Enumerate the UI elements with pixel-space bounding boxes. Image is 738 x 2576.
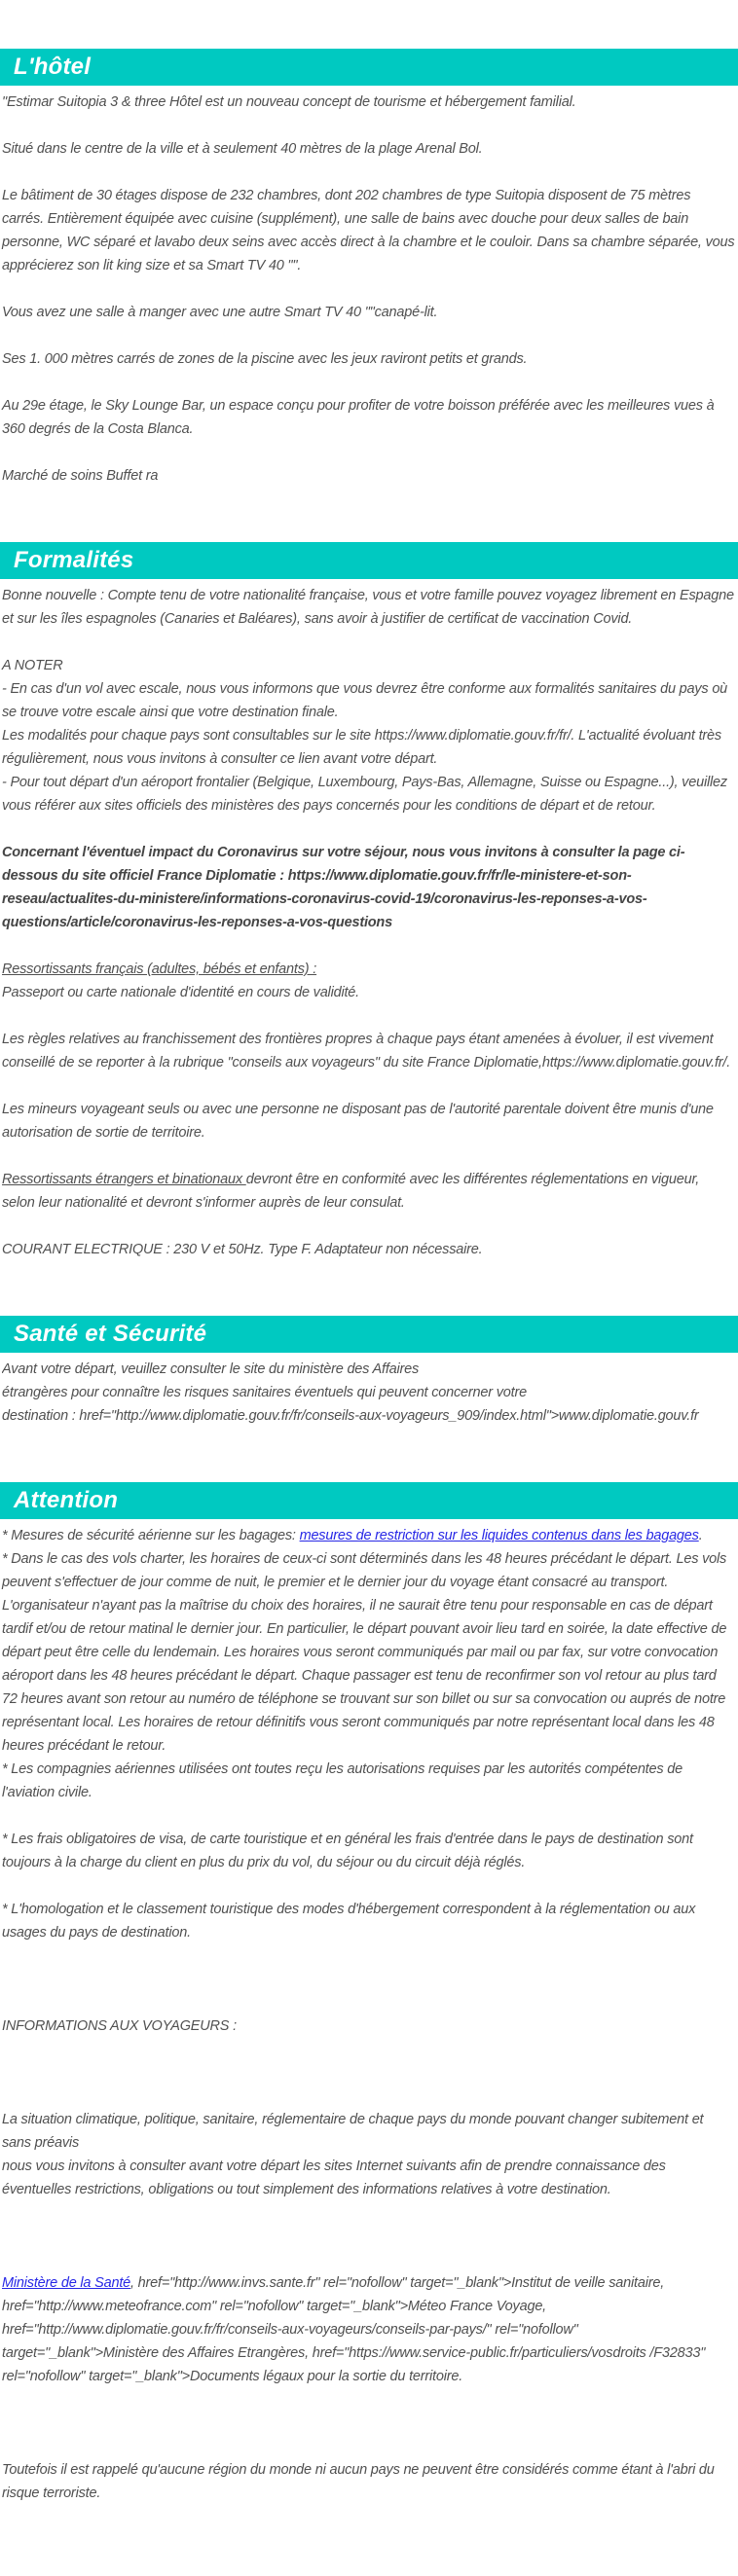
paragraph (2, 394, 735, 441)
section-title: Santé et Sécurité (14, 1321, 207, 1347)
section-header-hotel (0, 49, 738, 86)
text-run: destination : href="http://www.diplomatie.gouv.fr/fr/conseils-aux-voyageurs_909/index.html">www.diplomatie.gouv.fr (2, 1408, 699, 1424)
text-run: Ressortissants français (adultes, bébés et enfants) : (2, 961, 317, 977)
section-hotel (0, 49, 738, 488)
paragraph (2, 1898, 735, 1944)
text-run: Concernant l'éventuel impact du Coronavirus sur votre séjour, nous vous invitons à consulter la page ci-dessous du site officiel France Diplomatie : https://www.diplomatie.gouv.fr/fr/le-ministere-et-son-reseau/actualites-du-ministere/informations-coronavirus-covid-19/coronavirus-les-reponses-a-vos-questions/article/coronavirus-les-reponses-a-vos-questions (2, 845, 685, 930)
text-run: nous vous invitons à consulter avant votre départ les sites Internet suivants afin de prendre connaissance des éventuelles restrictions, obligations ou tout simplement des informations relatives à votre destination. (2, 2159, 666, 2197)
paragraph (2, 841, 735, 934)
section-header-attention (0, 1482, 738, 1519)
paragraph (2, 1238, 735, 1261)
section-header-formalites (0, 542, 738, 579)
paragraph (2, 1168, 735, 1215)
paragraph (2, 2271, 735, 2388)
text-run: , href="http://www.invs.sante.fr" rel="nofollow" target="_blank">Institut de veille sanitaire, href="http://www.meteofrance.com" rel="nofollow" target="_blank">Méteo France Voyage, href="http://www.diplomatie.gouv.fr/fr/conseils-aux-voyageurs/conseils-par-pays/" rel="nofollow" target="_blank">Ministère des Affaires Etrangères, href="https://www.service-public.fr/particuliers/vosdroits /F32833" rel="nofollow" target="_blank">Documents légaux pour la sortie du territoire. (2, 2275, 706, 2384)
text-run: - En cas d'un vol avec escale, nous vous informons que vous devrez être conforme aux formalités sanitaires du pays où se trouve votre escale ainsi que votre destination finale. (2, 681, 728, 720)
text-run: Bonne nouvelle : Compte tenu de votre nationalité française, vous et votre famille pouvez voyagez librement en Espagne et sur les îles espagnoles (Canaries et Baléares), sans avoir à justifier de certificat de vaccination Covid. (2, 588, 734, 627)
section-formalites (0, 542, 738, 1261)
section-content (0, 579, 738, 1261)
text-link[interactable]: Ministère de la Santé (2, 2275, 131, 2291)
text-run: Situé dans le centre de la ville et à seulement 40 mètres de la plage Arenal Bol. (2, 141, 483, 157)
text-run: - Pour tout départ d'un aéroport frontalier (Belgique, Luxembourg, Pays-Bas, Allemagne, Suisse ou Espagne...), veuillez vous référer aux sites officiels des ministères des pays concernés pour les conditions de départ et de retour. (2, 775, 727, 814)
paragraph (2, 654, 735, 817)
text-run: A NOTER (2, 658, 63, 673)
paragraph (2, 2014, 735, 2038)
text-run: . (698, 1528, 703, 1543)
text-run: Ses 1. 000 mètres carrés de zones de la piscine avec les jeux raviront petits et grands. (2, 351, 528, 367)
section-content (0, 1519, 738, 2505)
paragraph (2, 137, 735, 161)
paragraph (2, 1524, 735, 1804)
paragraph (2, 1098, 735, 1144)
paragraph (2, 1028, 735, 1074)
paragraph (2, 584, 735, 631)
text-run: * Dans le cas des vols charter, les horaires de ceux-ci sont déterminés dans les 48 heures précédant le départ. Les vols peuvent s'effectuer de jour comme de nuit, le premier et le dernier jour du voyage étant consacré au transport. L'organisateur n'ayant pas la maîtrise du choix des horaires, il ne saurait être tenu pour responsable en cas de départ tardif et/ou de retour matinal le dernier jour. En particulier, le départ pouvant avoir lieu tard en soirée, la date effective de départ peut être celle du lendemain. Les horaires vous seront communiqués par mail ou par fax, sur votre convocation aéroport dans les 48 heures précédant le départ. Chaque passager est tenu de reconfirmer son vol retour au plus tard 72 heures avant son retour au numéro de téléphone se trouvant sur son billet ou sur sa convocation ou auprés de notre représentant local. Les horaires de retour définitifs vous seront communiqués par notre représentant local dans les 48 heures précédant le retour. (2, 1551, 727, 1754)
section-content (0, 1353, 738, 1428)
section-content (0, 86, 738, 488)
text-run: devront être en conformité avec les différentes réglementations en vigueur, selon leur nationalité et devront s'informer auprès de leur consulat. (2, 1172, 700, 1211)
text-run: * Les frais obligatoires de visa, de carte touristique et en général les frais d'entrée dans le pays de destination sont toujours à la charge du client en plus du prix du vol, du séjour ou du circuit déjà réglés. (2, 1832, 693, 1870)
paragraph (2, 464, 735, 488)
text-run: Toutefois il est rappelé qu'aucune région du monde ni aucun pays ne peuvent être considérés comme étant à l'abri du risque terroriste. (2, 2462, 715, 2501)
text-run: Ressortissants étrangers et binationaux (2, 1172, 246, 1187)
text-run: Les règles relatives au franchissement des frontières propres à chaque pays étant amenées à évoluer, il est vivement conseillé de se reporter à la rubrique "conseils aux voyageurs" du site France Diplomatie,https://www.diplomatie.gouv.fr/. (2, 1032, 731, 1070)
section-title: L'hôtel (14, 54, 92, 80)
text-run: Au 29e étage, le Sky Lounge Bar, un espace conçu pour profiter de votre boisson préférée avec les meilleures vues à 360 degrés de la Costa Blanca. (2, 398, 715, 437)
paragraph (2, 958, 735, 1004)
text-run: La situation climatique, politique, sanitaire, réglementaire de chaque pays du monde pouvant changer subitement et sans préavis (2, 2112, 704, 2151)
section-header-sante-securite (0, 1316, 738, 1353)
travel-info-document (0, 49, 738, 2505)
paragraph (2, 184, 735, 277)
text-run: * L'homologation et le classement touristique des modes d'hébergement correspondent à la réglementation ou aux usages du pays de destination. (2, 1902, 696, 1941)
section-title: Formalités (14, 547, 134, 573)
text-run: Vous avez une salle à manger avec une autre Smart TV 40 ""canapé-lit. (2, 305, 438, 320)
text-run: Passeport ou carte nationale d'identité en cours de validité. (2, 985, 360, 1000)
text-run: Avant votre départ, veuillez consulter le site du ministère des Affaires (2, 1361, 420, 1377)
text-run: "Estimar Suitopia 3 & three Hôtel est un nouveau concept de tourisme et hébergement familial. (2, 94, 576, 110)
text-run: INFORMATIONS AUX VOYAGEURS : (2, 2018, 237, 2034)
text-run: * Mesures de sécurité aérienne sur les bagages: (2, 1528, 300, 1543)
paragraph (2, 2458, 735, 2505)
text-run: Le bâtiment de 30 étages dispose de 232 chambres, dont 202 chambres de type Suitopia disposent de 75 mètres carrés. Entièrement équipée avec cuisine (supplément), une salle de bains avec douche pour deux salles de bain personne, WC séparé et lavabo deux seins avec accès direct à la chambre et le couloir. Dans sa chambre séparée, vous apprécierez son lit king size et sa Smart TV 40 "". (2, 188, 735, 273)
section-attention (0, 1482, 738, 2505)
paragraph (2, 2108, 735, 2201)
travel-info-page (0, 49, 738, 2576)
paragraph (2, 1828, 735, 1874)
paragraph (2, 347, 735, 371)
text-run: Les mineurs voyageant seuls ou avec une personne ne disposant pas de l'autorité parentale doivent être munis d'une autorisation de sortie de territoire. (2, 1102, 714, 1141)
section-sante-securite (0, 1316, 738, 1428)
text-run: COURANT ELECTRIQUE : 230 V et 50Hz. Type F. Adaptateur non nécessaire. (2, 1242, 483, 1257)
text-run: Les modalités pour chaque pays sont consultables sur le site https://www.diplomatie.gouv.fr/fr/. L'actualité évoluant très régulièrement, nous vous invitons à consulter ce lien avant votre départ. (2, 728, 721, 767)
paragraph (2, 301, 735, 324)
text-link[interactable]: mesures de restriction sur les liquides contenus dans les bagages (299, 1528, 699, 1543)
text-run: étrangères pour connaître les risques sanitaires éventuels qui peuvent concerner votre (2, 1385, 527, 1400)
text-run: * Les compagnies aériennes utilisées ont toutes reçu les autorisations requises par les autorités compétentes de l'aviation civile. (2, 1761, 683, 1800)
paragraph (2, 1358, 735, 1428)
paragraph (2, 91, 735, 114)
section-title: Attention (14, 1487, 119, 1513)
text-run: Marché de soins Buffet ra (2, 468, 159, 484)
